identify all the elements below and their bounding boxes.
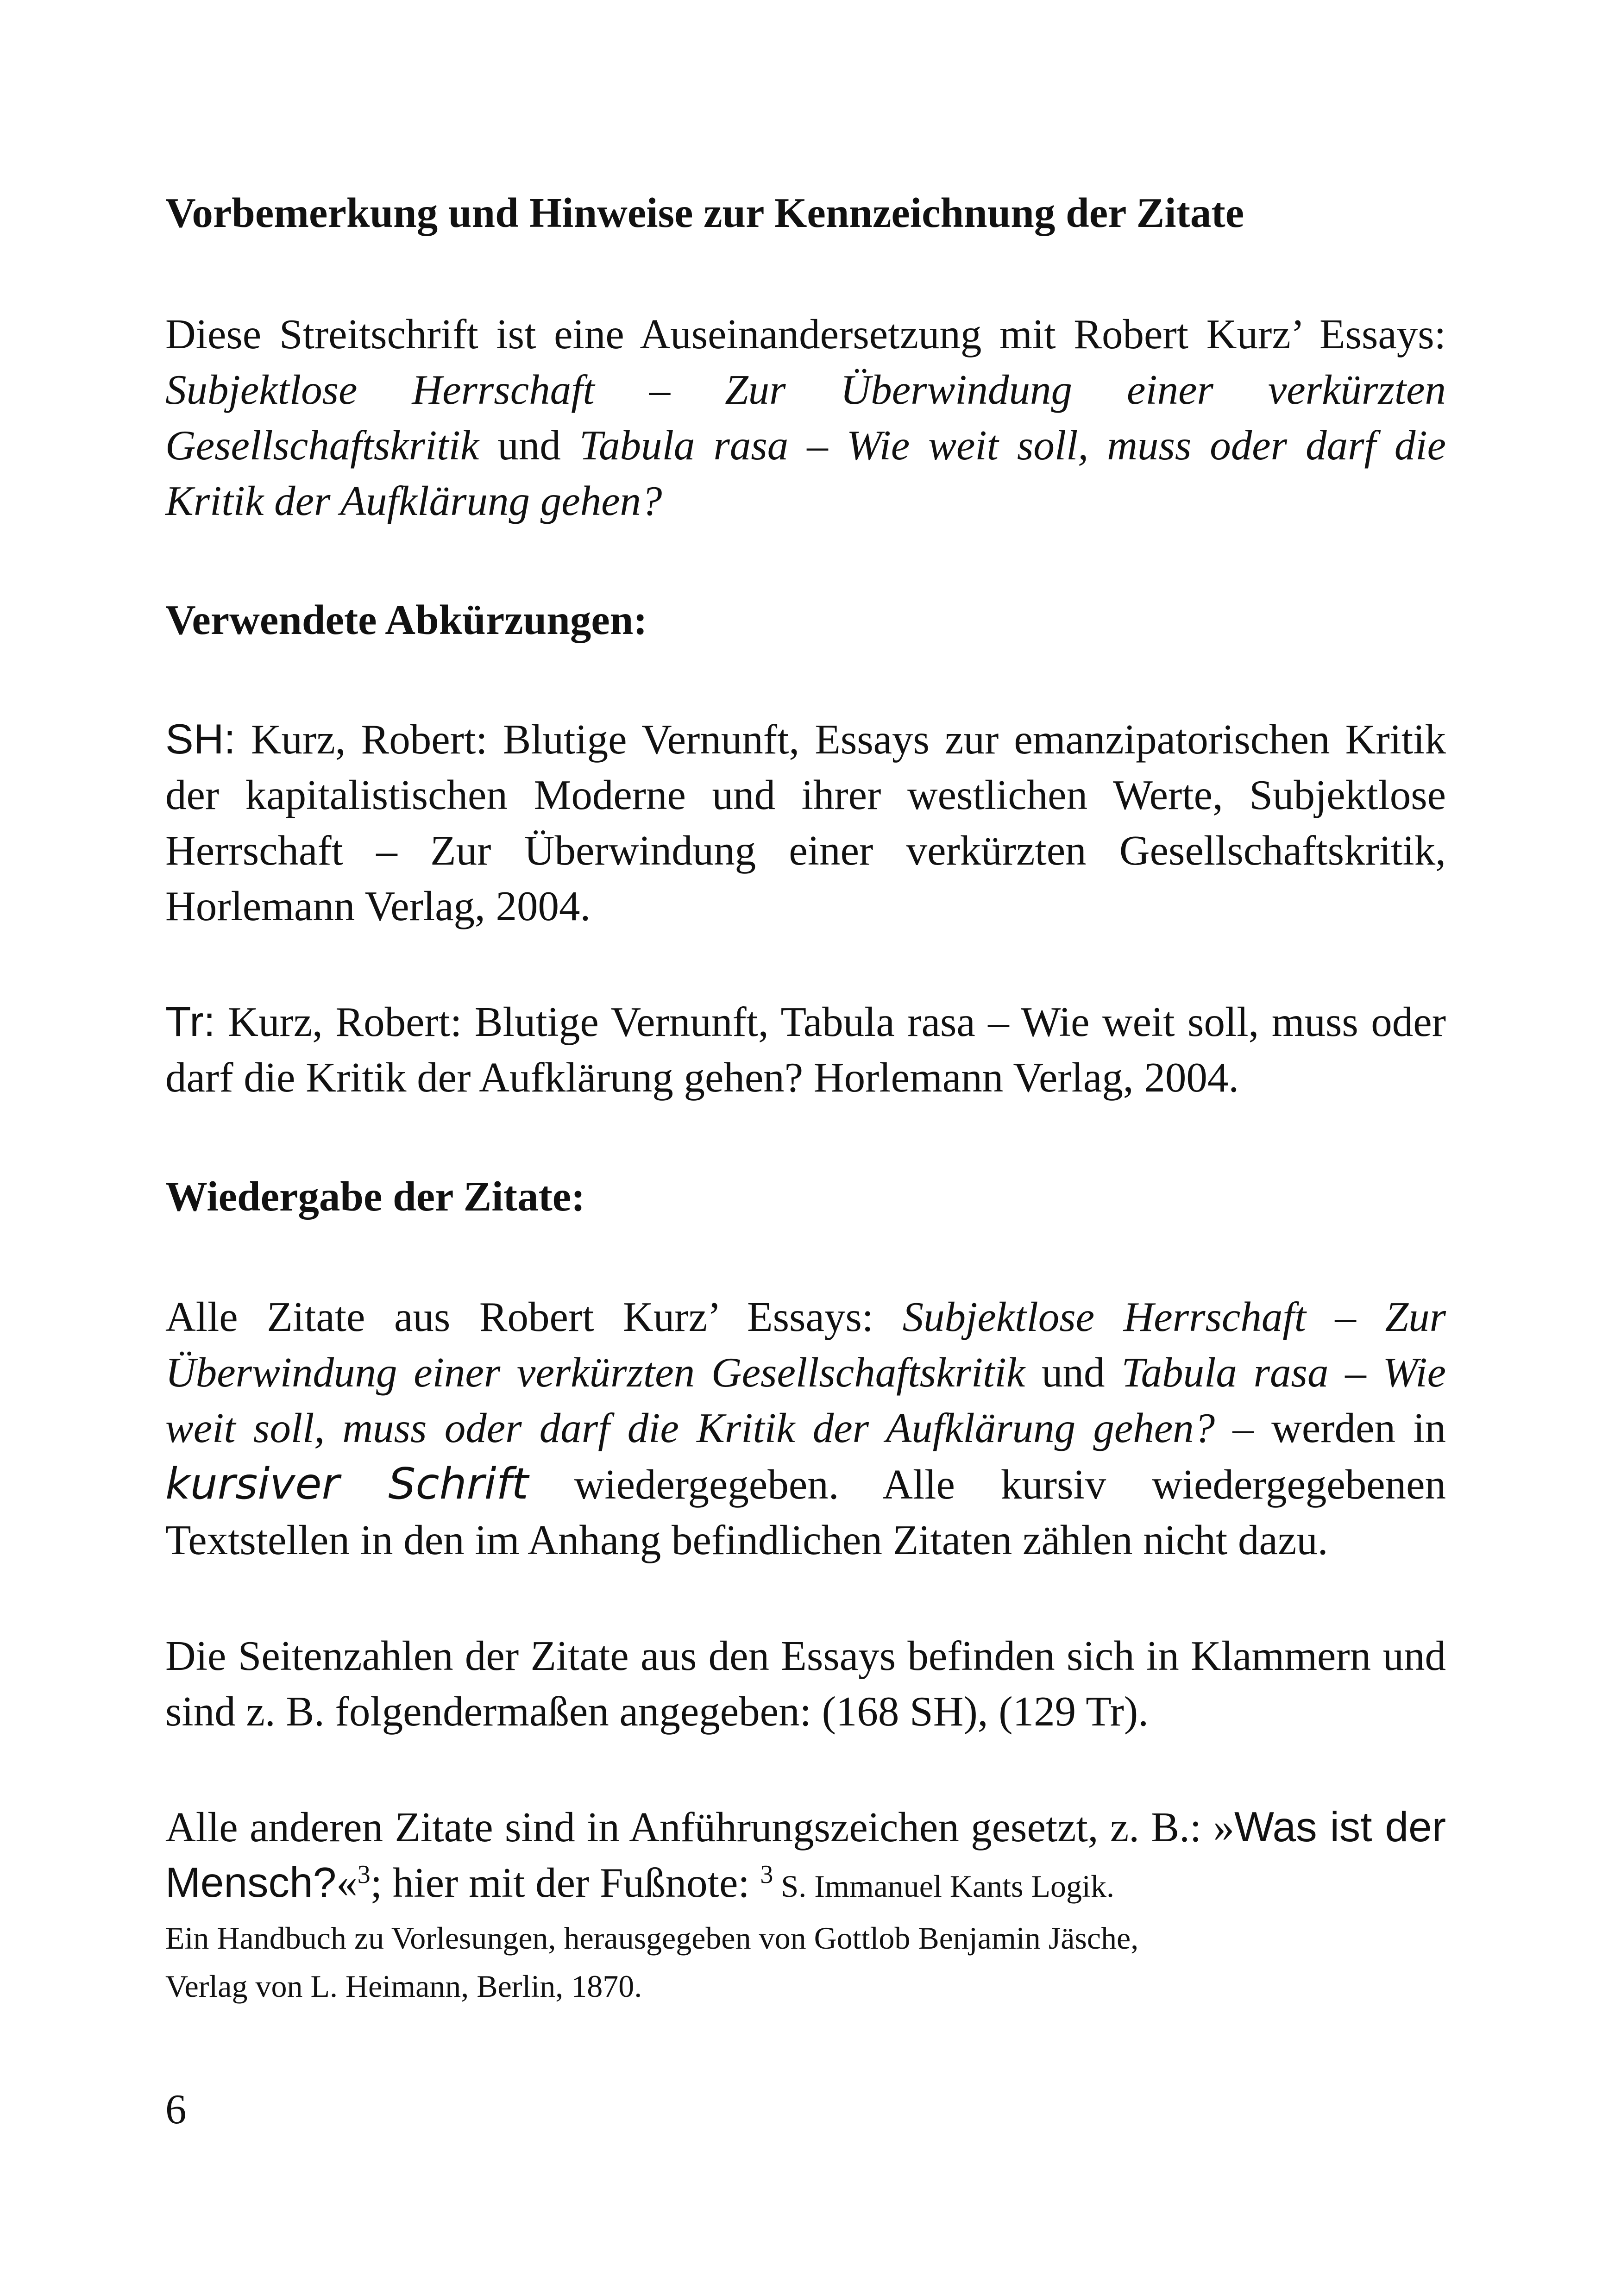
abbreviation-tr-text: Kurz, Robert: Blutige Vernunft, Tabula rasa – Wie weit soll, muss oder darf die Kritik der Aufklärung gehen? Horlemann Verlag, 2004. xyxy=(165,998,1446,1101)
quotes-rule-text-3: – werden in xyxy=(1215,1405,1446,1451)
footnote-line-2: Ein Handbuch zu Vorlesungen, herausgegeben von Gottlob Benjamin Jäsche, xyxy=(165,1920,1139,1956)
abbreviation-sh-prefix: SH: xyxy=(165,716,236,763)
intro-paragraph xyxy=(165,307,1446,529)
page-numbers-paragraph: Die Seitenzahlen der Zitate aus den Essays befinden sich in Klammern und sind z. B. folgendermaßen angegeben: (168 SH), (129 Tr). xyxy=(165,1632,1446,1735)
page-number: 6 xyxy=(165,2086,187,2133)
quotes-rule-text-2: und xyxy=(1025,1349,1122,1396)
quotes-rule-paragraph xyxy=(165,1289,1446,1568)
quotes-rule-title-2: Tabula rasa – Wie weit soll, muss oder darf die Kritik der Aufklärung gehen? xyxy=(165,1349,1446,1451)
essay-title-2: Tabula rasa – Wie weit soll, muss oder darf die Kritik der Aufklärung gehen? xyxy=(165,422,1446,524)
other-quotes-text-2: ; hier mit der Fußnote: xyxy=(370,1859,760,1906)
closing-guillemet: « xyxy=(336,1859,358,1906)
abbreviation-sh xyxy=(165,712,1446,934)
quotes-rule-text-1: Alle Zitate aus Robert Kurz’ Essays: xyxy=(165,1293,903,1340)
abbreviations-heading: Verwendete Abkürzungen: xyxy=(165,596,647,643)
italic-sample: kursiver Schrift xyxy=(165,1459,528,1509)
quotes-heading: Wiedergabe der Zitate: xyxy=(165,1173,585,1220)
quotes-rule-title-1: Subjektlose Herrschaft – Zur Überwindung einer verkürzten Gesellschaftskritik xyxy=(165,1293,1446,1396)
abbreviation-tr xyxy=(165,994,1446,1105)
other-quotes-text-1: Alle anderen Zitate sind in Anführungszeichen gesetzt, z. B.: » xyxy=(165,1804,1235,1851)
other-quotes-paragraph xyxy=(165,1800,1446,2010)
footnote-line-3: Verlag von L. Heimann, Berlin, 1870. xyxy=(165,1969,642,2004)
quotes-rule-text-4: wiedergegeben. Alle kursiv wiedergegebenen Textstellen in den im Anhang befindlichen Zitaten zählen nicht dazu. xyxy=(165,1461,1446,1563)
page-content xyxy=(165,185,1446,2010)
essay-title-1: Subjektlose Herrschaft – Zur Überwindung einer verkürzten Gesellschaftskritik xyxy=(165,366,1446,469)
footnote-reference: 3 xyxy=(357,1860,371,1889)
footnote-mark: 3 xyxy=(760,1860,773,1889)
intro-text-1: Diese Streitschrift ist eine Auseinandersetzung mit Robert Kurz’ Essays: xyxy=(165,311,1446,358)
abbreviation-tr-prefix: Tr: xyxy=(165,998,215,1045)
main-heading: Vorbemerkung und Hinweise zur Kennzeichnung der Zitate xyxy=(165,189,1244,236)
example-quote: Was ist der Mensch? xyxy=(165,1804,1446,1906)
intro-text-2: und xyxy=(479,422,579,469)
footnote-line-1: S. Immanuel Kants Logik. xyxy=(773,1869,1114,1904)
abbreviation-sh-text: Kurz, Robert: Blutige Vernunft, Essays zur emanzipatorischen Kritik der kapitalistischen Moderne und ihrer westlichen Werte, Subjektlose Herrschaft – Zur Überwindung einer verkürzten Gesellschaftskritik, Horlemann Verlag, 2004. xyxy=(165,716,1446,929)
